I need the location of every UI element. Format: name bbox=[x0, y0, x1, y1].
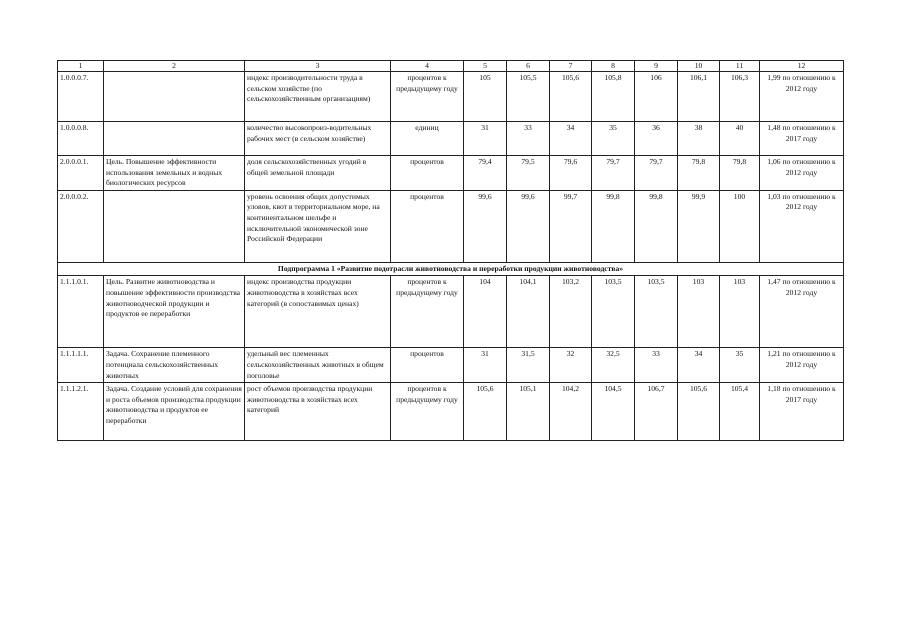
row-value-6: 105,1 bbox=[507, 383, 550, 441]
row-value-9: 103,5 bbox=[635, 276, 678, 348]
row-indicator: уровень освоения общих допустимых уловов, квот в территориальном море, на континентальном шельфе и исключительной экономической зоне Российской Федерации bbox=[245, 190, 391, 262]
row-value-8: 104,5 bbox=[592, 383, 635, 441]
row-value-11: 106,3 bbox=[720, 72, 760, 122]
table-row bbox=[58, 156, 844, 191]
document-page bbox=[57, 60, 843, 441]
row-indicator: количество высокопроиз-водительных рабочих мест (в сельском хозяйстве) bbox=[245, 122, 391, 156]
row-code: 1.0.0.0.7. bbox=[58, 72, 104, 122]
row-goal bbox=[104, 190, 245, 262]
table-row bbox=[58, 190, 844, 262]
row-value-6: 33 bbox=[507, 122, 550, 156]
column-number-8: 8 bbox=[592, 61, 635, 72]
row-code: 1.1.1.2.1. bbox=[58, 383, 104, 441]
row-note: 1,47 по отношению к 2012 году bbox=[760, 276, 844, 348]
row-value-7: 103,2 bbox=[550, 276, 592, 348]
row-value-11: 79,8 bbox=[720, 156, 760, 191]
row-value-10: 79,8 bbox=[678, 156, 720, 191]
row-value-7: 105,6 bbox=[550, 72, 592, 122]
row-indicator: индекс производства продукции животноводства в хозяйствах всех категорий (в сопоставимых ценах) bbox=[245, 276, 391, 348]
column-number-7: 7 bbox=[550, 61, 592, 72]
row-value-9: 33 bbox=[635, 348, 678, 383]
header-row bbox=[58, 61, 844, 72]
column-number-3: 3 bbox=[245, 61, 391, 72]
row-code: 1.1.1.0.1. bbox=[58, 276, 104, 348]
row-value-10: 34 bbox=[678, 348, 720, 383]
column-number-4: 4 bbox=[391, 61, 464, 72]
row-value-8: 35 bbox=[592, 122, 635, 156]
column-number-1: 1 bbox=[58, 61, 104, 72]
row-value-5: 31 bbox=[464, 348, 507, 383]
row-value-8: 99,8 bbox=[592, 190, 635, 262]
row-value-9: 36 bbox=[635, 122, 678, 156]
row-value-6: 105,5 bbox=[507, 72, 550, 122]
row-value-9: 79,7 bbox=[635, 156, 678, 191]
row-unit: процентов к предыдущему году bbox=[391, 383, 464, 441]
row-value-6: 31,5 bbox=[507, 348, 550, 383]
row-value-5: 79,4 bbox=[464, 156, 507, 191]
row-code: 2.0.0.0.1. bbox=[58, 156, 104, 191]
row-note: 1,03 по отношению к 2012 году bbox=[760, 190, 844, 262]
row-value-9: 99,8 bbox=[635, 190, 678, 262]
row-indicator: рост объемов производства продукции животноводства в хозяйствах всех категорий bbox=[245, 383, 391, 441]
row-value-8: 105,8 bbox=[592, 72, 635, 122]
row-goal: Цель. Повышение эффективности использования земельных и водных биологических ресурсов bbox=[104, 156, 245, 191]
row-note: 1,99 по отношению к 2012 году bbox=[760, 72, 844, 122]
row-value-6: 79,5 bbox=[507, 156, 550, 191]
row-unit: процентов bbox=[391, 156, 464, 191]
row-value-11: 100 bbox=[720, 190, 760, 262]
row-unit: процентов к предыдущему году bbox=[391, 276, 464, 348]
row-value-6: 99,6 bbox=[507, 190, 550, 262]
row-value-11: 103 bbox=[720, 276, 760, 348]
row-value-9: 106,7 bbox=[635, 383, 678, 441]
row-value-8: 32,5 bbox=[592, 348, 635, 383]
column-number-6: 6 bbox=[507, 61, 550, 72]
table-row bbox=[58, 72, 844, 122]
column-number-10: 10 bbox=[678, 61, 720, 72]
column-number-11: 11 bbox=[720, 61, 760, 72]
row-value-9: 106 bbox=[635, 72, 678, 122]
row-value-5: 105 bbox=[464, 72, 507, 122]
row-unit: единиц bbox=[391, 122, 464, 156]
row-goal bbox=[104, 122, 245, 156]
table-row bbox=[58, 276, 844, 348]
column-number-9: 9 bbox=[635, 61, 678, 72]
row-note: 1,18 по отношению к 2017 году bbox=[760, 383, 844, 441]
row-indicator: индекс производительности труда в сельском хозяйстве (по сельскохозяйственным организациям) bbox=[245, 72, 391, 122]
row-value-5: 99,6 bbox=[464, 190, 507, 262]
row-note: 1,21 по отношению к 2012 году bbox=[760, 348, 844, 383]
row-goal bbox=[104, 72, 245, 122]
table-row bbox=[58, 348, 844, 383]
subprogram-title: Подпрограмма 1 «Развитие подотрасли животноводства и переработки продукции животноводства» bbox=[58, 262, 844, 276]
row-value-7: 104,2 bbox=[550, 383, 592, 441]
row-value-8: 103,5 bbox=[592, 276, 635, 348]
row-code: 1.1.1.1.1. bbox=[58, 348, 104, 383]
table-row bbox=[58, 383, 844, 441]
row-goal: Задача. Создание условий для сохранения и роста объемов производства продукции животноводства и продуктов ее переработки bbox=[104, 383, 245, 441]
row-value-7: 99,7 bbox=[550, 190, 592, 262]
row-value-5: 105,6 bbox=[464, 383, 507, 441]
row-unit: процентов к предыдущему году bbox=[391, 72, 464, 122]
row-unit: процентов bbox=[391, 348, 464, 383]
row-value-11: 105,4 bbox=[720, 383, 760, 441]
row-value-10: 103 bbox=[678, 276, 720, 348]
row-value-5: 104 bbox=[464, 276, 507, 348]
row-value-7: 32 bbox=[550, 348, 592, 383]
table-row bbox=[58, 122, 844, 156]
subprogram-row bbox=[58, 262, 844, 276]
row-indicator: доля сельскохозяйственных угодий в общей земельной площади bbox=[245, 156, 391, 191]
row-goal: Задача. Сохранение племенного потенциала сельскохозяйственных животных bbox=[104, 348, 245, 383]
row-goal: Цель. Развитие животноводства и повышение эффективности производства животноводческой продукции и продуктов ее переработки bbox=[104, 276, 245, 348]
row-value-10: 38 bbox=[678, 122, 720, 156]
row-indicator: удельный вес племенных сельскохозяйственных животных в общем поголовье bbox=[245, 348, 391, 383]
row-code: 2.0.0.0.2. bbox=[58, 190, 104, 262]
column-number-5: 5 bbox=[464, 61, 507, 72]
row-value-7: 79,6 bbox=[550, 156, 592, 191]
row-code: 1.0.0.0.8. bbox=[58, 122, 104, 156]
row-value-10: 99,9 bbox=[678, 190, 720, 262]
row-unit: процентов bbox=[391, 190, 464, 262]
row-value-11: 35 bbox=[720, 348, 760, 383]
row-value-5: 31 bbox=[464, 122, 507, 156]
row-value-7: 34 bbox=[550, 122, 592, 156]
row-value-10: 106,1 bbox=[678, 72, 720, 122]
column-number-12: 12 bbox=[760, 61, 844, 72]
row-value-11: 40 bbox=[720, 122, 760, 156]
row-value-10: 105,6 bbox=[678, 383, 720, 441]
indicators-table bbox=[57, 60, 844, 441]
row-note: 1,48 по отношению к 2017 году bbox=[760, 122, 844, 156]
column-number-2: 2 bbox=[104, 61, 245, 72]
row-value-6: 104,1 bbox=[507, 276, 550, 348]
row-value-8: 79,7 bbox=[592, 156, 635, 191]
row-note: 1,06 по отношению к 2012 году bbox=[760, 156, 844, 191]
